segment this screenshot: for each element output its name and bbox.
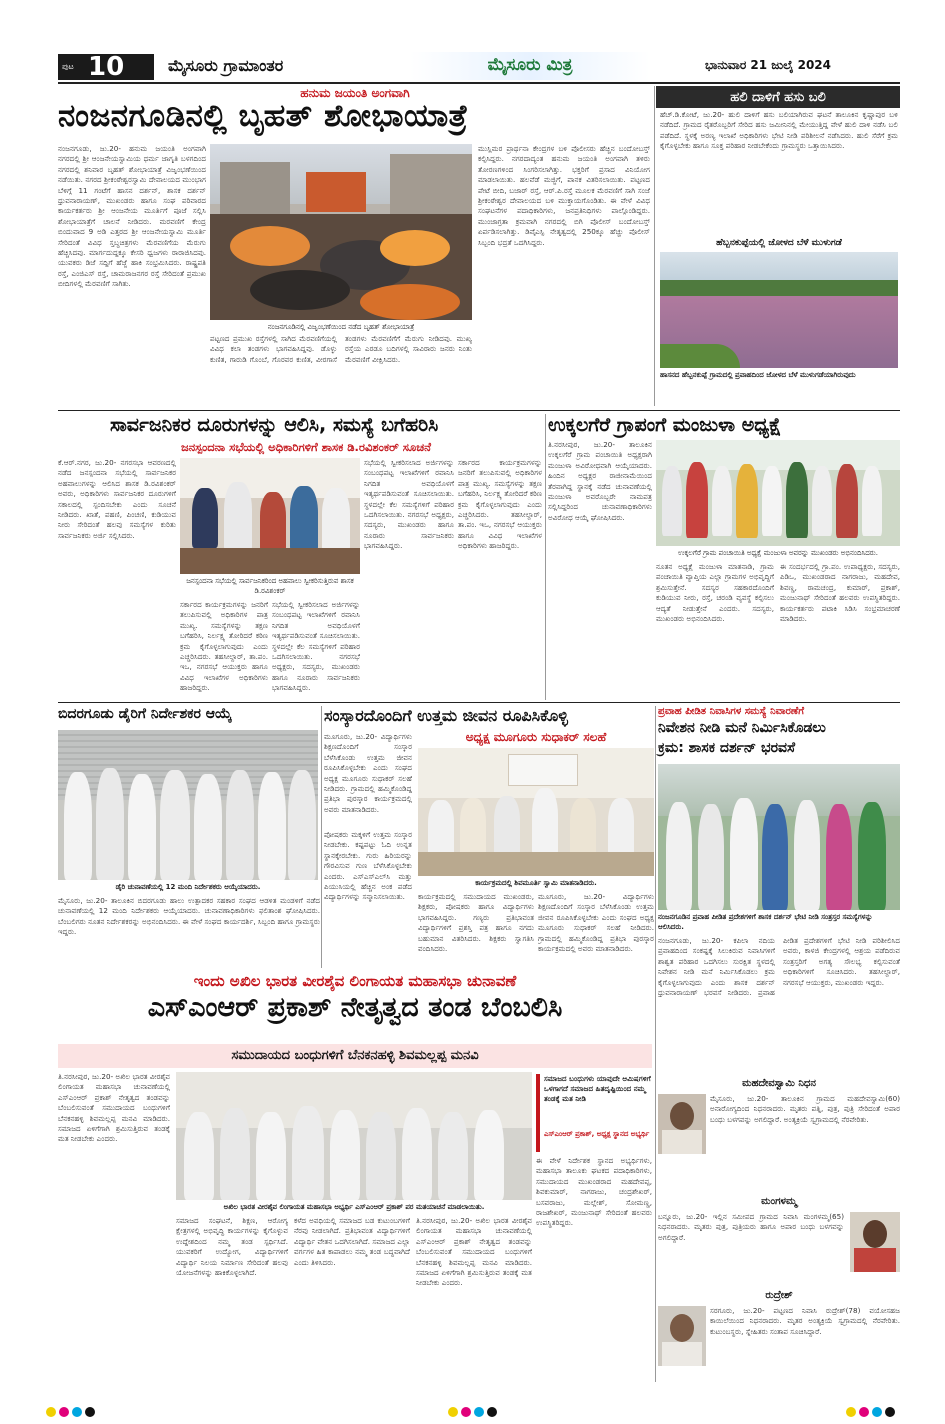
lake-photo — [660, 252, 898, 368]
lower-photo — [176, 1072, 532, 1200]
public-subhead: ಜನಸ್ಪಂದನಾ ಸಭೆಯಲ್ಲಿ ಅಧಿಕಾರಿಗಳಿಗೆ ಶಾಸಕ ಡಿ.ರವಿಶಂಕರ್ ಸೂಚನೆ — [181, 440, 431, 454]
divider-2 — [58, 702, 900, 703]
public-headline: ಸಾರ್ವಜನಿಕರ ದೂರುಗಳನ್ನು ಆಲಿಸಿ, ಸಮಸ್ಯೆ ಬಗೆಹರಿಸಿ — [110, 414, 439, 436]
bidaragudu-headline: ಬಿದರಗೂಡು ಡೈರಿಗೆ ನಿರ್ದೇಶಕರ ಆಯ್ಕೆ — [58, 706, 232, 722]
obituary-1-photo — [658, 1094, 706, 1154]
lower-col-4: ಈ ವೇಳೆ ನಿರ್ದೇಶಕ ಸ್ಥಾನದ ಅಭ್ಯರ್ಥಿಗಳು, ಮಹಾಸಭಾ ತಾಲೂಕು ಘಟಕದ ಪದಾಧಿಕಾರಿಗಳು, ಸಮುದಾಯದ ಮುಖಂಡರಾದ ಮಹದೇವಪ್ಪ, ಶಿವಕುಮಾರ್, ನಾಗರಾಜು, ಚಂದ್ರಶೇಖರ್, ಬಸವರಾಜು, ಮಲ್ಲೇಶ್, ಸೋಮಣ್ಣ, ರಾಜಶೇಖರ್, ಮಂಜುನಾಥ್ ಸೇರಿದಂತೆ ಹಲವರು ಉಪಸ್ಥಿತರಿದ್ದರು. — [536, 1156, 652, 1228]
public-col-3: ಸಭೆಯಲ್ಲಿ ಸ್ವೀಕರಿಸಲಾದ ಅರ್ಜಿಗಳನ್ನು ಸಂಬಂಧಪಟ್ಟ ಇಲಾಖೆಗಳಿಗೆ ರವಾನಿಸಿ ನಿಗದಿತ ಅವಧಿಯೊಳಗೆ ಇತ್ಯರ್ಥಪಡಿಸುವಂತೆ ಸೂಚಿಸಲಾಯಿತು. ಸ್ಥಳದಲ್ಲೇ ಕೆಲ ಸಮಸ್ಯೆಗಳಿಗೆ ಪರಿಹಾರ ಒದಗಿಸಲಾಯಿತು. ನಗರಸಭೆ ಅಧ್ಯಕ್ಷರು, ಸದಸ್ಯರು, ಮುಖಂಡರು ಹಾಗೂ ನೂರಾರು ಸಾರ್ವಜನಿಕರು ಭಾಗವಹಿಸಿದ್ದರು. — [272, 600, 360, 693]
ukkalagere-headline: ಉಕ್ಕಲಗೆರೆ ಗ್ರಾಪಂಗೆ ಮಂಜುಳಾ ಅಧ್ಯಕ್ಷೆ — [548, 414, 782, 436]
flood-headline-3: ಕ್ರಮ: ಶಾಸಕ ದರ್ಶನ್ ಭರವಸೆ — [658, 740, 796, 756]
obituary-1-title: ಮಹದೇವಸ್ವಾಮಿ ನಿಧನ — [742, 1078, 816, 1089]
bidaragudu-photo — [58, 730, 318, 880]
lead-kicker: ಹನುಮ ಜಯಂತಿ ಅಂಗವಾಗಿ — [300, 86, 410, 100]
bidaragudu-photo-caption: ಡೈರಿ ಚುನಾವಣೆಯಲ್ಲಿ 12 ಮಂದಿ ನಿರ್ದೇಶಕರು ಆಯ್ಕೆಯಾದರು. — [115, 883, 261, 891]
sanskar-col-4: ಮೂಗೂರು, ಜು.20- ವಿದ್ಯಾರ್ಥಿಗಳು ಶಿಕ್ಷಣದೊಂದಿಗೆ ಸಂಸ್ಕಾರ ಬೆಳೆಸಿಕೊಂಡು ಉತ್ತಮ ಜೀವನ ರೂಪಿಸಿಕೊಳ್ಳಬೇಕು ಎಂದು ಸಂಘದ ಅಧ್ಯಕ್ಷ ಮೂಗೂರು ಸುಧಾಕರ್ ಸಲಹೆ ನೀಡಿದರು. ಗ್ರಾಮದಲ್ಲಿ ಹಮ್ಮಿಕೊಂಡಿದ್ದ ಪ್ರತಿಭಾ ಪುರಸ್ಕಾರ ಕಾರ್ಯಕ್ರಮದಲ್ಲಿ ಅವರು ಮಾತನಾಡಿದರು. — [538, 892, 654, 954]
sanskar-col-3: ಕಾರ್ಯಕ್ರಮದಲ್ಲಿ ಸಮುದಾಯದ ಮುಖಂಡರು, ಶಿಕ್ಷಕರು, ಪೋಷಕರು ಹಾಗೂ ವಿದ್ಯಾರ್ಥಿಗಳು ಭಾಗವಹಿಸಿದ್ದರು. ಗಣ್ಯರು ಪ್ರತಿಭಾವಂತ ವಿದ್ಯಾರ್ಥಿಗಳಿಗೆ ಪ್ರಶಸ್ತಿ ಪತ್ರ ಹಾಗೂ ನಗದು ಬಹುಮಾನ ವಿತರಿಸಿದರು. ಶಿಕ್ಷಕರು ಸ್ವಾಗತಿಸಿ ವಂದಿಸಿದರು. — [418, 892, 534, 954]
page-number-box — [58, 54, 154, 80]
public-col-1: ಕೆ.ಆರ್.ನಗರ, ಜು.20- ನಗರಸಭಾ ಆವರಣದಲ್ಲಿ ನಡೆದ ಜನಸ್ಪಂದನಾ ಸಭೆಯಲ್ಲಿ ಸಾರ್ವಜನಿಕರ ಅಹವಾಲುಗಳನ್ನು ಆಲಿಸಿದ ಶಾಸಕ ಡಿ.ರವಿಶಂಕರ್ ಅವರು, ಅಧಿಕಾರಿಗಳು ಸಾರ್ವಜನಿಕರ ದೂರುಗಳಿಗೆ ಸಕಾಲದಲ್ಲಿ ಸ್ಪಂದಿಸಬೇಕು ಎಂದು ಸೂಚನೆ ನೀಡಿದರು. ಖಾತೆ, ಪಹಣಿ, ಪಿಂಚಣಿ, ಕುಡಿಯುವ ನೀರು ಸೇರಿದಂತೆ ಹಲವು ಸಮಸ್ಯೆಗಳ ಕುರಿತು ಸಾರ್ವಜನಿಕರು ಅರ್ಜಿ ಸಲ್ಲಿಸಿದರು. — [58, 458, 176, 540]
quote-attribution: ಎಸ್‌ಎಂಆರ್ ಪ್ರಕಾಶ್, ಅಧ್ಯಕ್ಷ ಸ್ಥಾನದ ಅಭ್ಯರ್ಥಿ — [544, 1130, 650, 1138]
obituary-3 — [658, 1290, 900, 1384]
sidebar-text: ಹೆಚ್.ಡಿ.ಕೋಟೆ, ಜು.20- ಹುಲಿ ದಾಳಿಗೆ ಹಸು ಬಲಿಯಾಗಿರುವ ಘಟನೆ ತಾಲೂಕಿನ ಕೃಷ್ಣಾಪುರ ಬಳಿ ನಡೆದಿದೆ. ಗ್ರಾಮದ ರೈತರೊಬ್ಬರಿಗೆ ಸೇರಿದ ಹಸು ಜಮೀನಿನಲ್ಲಿ ಮೇಯುತ್ತಿದ್ದ ವೇಳೆ ಹುಲಿ ದಾಳಿ ನಡೆಸಿ ಬಲಿ ಪಡೆದಿದೆ. ಸ್ಥಳಕ್ಕೆ ಅರಣ್ಯ ಇಲಾಖೆ ಅಧಿಕಾರಿಗಳು ಭೇಟಿ ನೀಡಿ ಪರಿಶೀಲನೆ ನಡೆಸಿದರು. ಹುಲಿ ಸೆರೆಗೆ ಕ್ರಮ ಕೈಗೊಳ್ಳಬೇಕು ಹಾಗೂ ಸೂಕ್ತ ಪರಿಹಾರ ನೀಡಬೇಕೆಂದು ಗ್ರಾಮಸ್ಥರು ಒತ್ತಾಯಿಸಿದರು. — [660, 110, 898, 151]
ukkalagere-col-1: ತಿ.ನರಸೀಪುರ, ಜು.20- ತಾಲೂಕಿನ ಉಕ್ಕಲಗೆರೆ ಗ್ರಾಮ ಪಂಚಾಯಿತಿ ಅಧ್ಯಕ್ಷರಾಗಿ ಮಂಜುಳಾ ಅವಿರೋಧವಾಗಿ ಆಯ್ಕೆಯಾದರು. ಹಿಂದಿನ ಅಧ್ಯಕ್ಷರ ರಾಜೀನಾಮೆಯಿಂದ ತೆರವಾಗಿದ್ದ ಸ್ಥಾನಕ್ಕೆ ನಡೆದ ಚುನಾವಣೆಯಲ್ಲಿ ಮಂಜುಳಾ ಅವರೊಬ್ಬರೇ ನಾಮಪತ್ರ ಸಲ್ಲಿಸಿದ್ದರಿಂದ ಚುನಾವಣಾಧಿಕಾರಿಗಳು ಅವಿರೋಧ ಆಯ್ಕೆ ಘೋಷಿಸಿದರು. — [548, 440, 652, 522]
flood-photo-caption: ನಂಜನಗೂಡಿನ ಪ್ರವಾಹ ಪೀಡಿತ ಪ್ರದೇಶಗಳಿಗೆ ಶಾಸಕ ದರ್ಶನ್ ಭೇಟಿ ನೀಡಿ ಸಂತ್ರಸ್ತರ ಸಮಸ್ಯೆಗಳನ್ನು ಆಲಿಸಿದರು. — [658, 913, 873, 931]
page-number: 10 — [88, 52, 125, 82]
public-photo-caption: ಜನಸ್ಪಂದನಾ ಸಭೆಯಲ್ಲಿ ಸಾರ್ವಜನಿಕರಿಂದ ಅಹವಾಲು ಸ್ವೀಕರಿಸುತ್ತಿರುವ ಶಾಸಕ ಡಿ.ರವಿಶಂಕರ್ — [186, 577, 354, 595]
lower-subhead-band — [58, 1044, 652, 1068]
lead-col-1: ನಂಜನಗೂಡು, ಜು.20- ಹನುಮ ಜಯಂತಿ ಅಂಗವಾಗಿ ನಗರದಲ್ಲಿ ಶ್ರೀ ಆಂಜನೇಯಸ್ವಾಮಿಯ ಧರ್ಮ ಜಾಗೃತಿ ಬಳಗದಿಂದ ನಗರದಲ್ಲಿ ಶನಿವಾರ ಬೃಹತ್ ಶೋಭಾಯಾತ್ರೆ ವಿಜೃಂಭಣೆಯಿಂದ ನಡೆಯಿತು. ನಗರದ ಶ್ರೀಕಂಠೇಶ್ವರಸ್ವಾಮಿ ದೇವಾಲಯದ ಮುಂಭಾಗ ಬೆಳಿಗ್ಗೆ 11 ಗಂಟೆಗೆ ಹಾಸನ ದರ್ಶನ್, ಶಾಸಕ ದರ್ಶನ್ ಧ್ರುವನಾರಾಯಣ್, ಮುಖಂಡರು ಹಾಗೂ ಸಂಘ ಪರಿವಾರದ ಕಾರ್ಯಕರ್ತರು ಶ್ರೀ ಆಂಜನೇಯ ಮೂರ್ತಿಗೆ ಪೂಜೆ ಸಲ್ಲಿಸಿ ಶೋಭಾಯಾತ್ರೆಗೆ ಚಾಲನೆ ನೀಡಿದರು. ಮರವಣಿಗೆ ಕೇಂದ್ರ ಬಿಂದುವಾದ 9 ಅಡಿ ಎತ್ತರದ ಶ್ರೀ ಆಂಜನೇಯಸ್ವಾಮಿ ಮೂರ್ತಿ ಸೇರಿದಂತೆ ವಿವಿಧ ಸ್ತಬ್ಧಚಿತ್ರಗಳು ಮೆರವಣಿಗೆಯ ಮೆರುಗು ಹೆಚ್ಚಿಸಿದವು. ಮಾರ್ಗದುದ್ದಕ್ಕೂ ಕೇಸರಿ ಧ್ವಜಗಳು ರಾರಾಜಿಸಿದವು. ಯುವಕರು ಡಿಜೆ ಸದ್ದಿಗೆ ಹೆಜ್ಜೆ ಹಾಕಿ ಸಂಭ್ರಮಿಸಿದರು. ರಾಷ್ಟ್ರಪತಿ ರಸ್ತೆ, ಎಂಜಿಎಸ್ ರಸ್ತೆ, ಚಾಮರಾಜನಗರ ರಸ್ತೆ ಸೇರಿದಂತೆ ಪ್ರಮುಖ ಬೀದಿಗಳಲ್ಲಿ ಮೆರವಣಿಗೆ ಸಾಗಿತು. — [58, 144, 206, 289]
ukkalagere-photo — [656, 440, 900, 546]
vertical-rule-1 — [654, 86, 655, 406]
sanskar-photo-caption: ಕಾರ್ಯಕ್ರಮದಲ್ಲಿ ಶಿವಮೂರ್ತಿ ಸ್ವಾಮಿ ಮಾತನಾಡಿದರು. — [475, 879, 597, 887]
lake-photo-caption: ಹಾಸನದ ಹೆಬ್ಬನಕುಪ್ಪೆ ಗ್ರಾಮದಲ್ಲಿ ಪ್ರವಾಹದಿಂದ ಜೋಳದ ಬೆಳೆ ಮುಳುಗಡೆಯಾಗಿರುವುದು — [660, 371, 856, 379]
sidebar-subhead: ಹೆಬ್ಬನಕುಪ್ಪೆಯಲ್ಲಿ ಜೋಳದ ಬೆಳೆ ಮುಳುಗಡೆ — [716, 238, 842, 248]
lower-kicker: ಇಂದು ಅಖಿಲ ಭಾರತ ವೀರಶೈವ ಲಿಂಗಾಯತ ಮಹಾಸಭಾ ಚುನಾವಣೆ — [193, 972, 517, 990]
registration-marks-center — [448, 1402, 500, 1421]
masthead — [40, 52, 900, 82]
lead-photo — [210, 144, 472, 320]
section-title: ಮೈಸೂರು ಗ್ರಾಮಾಂತರ — [168, 56, 284, 75]
flood-photo — [658, 764, 900, 910]
flood-headline-2: ನಿವೇಶನ ನೀಡಿ ಮನೆ ನಿರ್ಮಿಸಿಕೊಡಲು — [658, 720, 826, 736]
page-label: ಪುಟ — [62, 62, 74, 71]
lead-photo-caption: ನಂಜನಗೂಡಿನಲ್ಲಿ ವಿಜೃಂಭಣೆಯಿಂದ ನಡೆದ ಬೃಹತ್ ಶೋಭಾಯಾತ್ರೆ — [267, 323, 415, 331]
sanskar-photo — [418, 748, 654, 876]
obituary-1 — [658, 1078, 900, 1188]
sanskar-col-2: ಪೋಷಕರು ಮಕ್ಕಳಿಗೆ ಉತ್ತಮ ಸಂಸ್ಕಾರ ನೀಡಬೇಕು. ಕಷ್ಟಪಟ್ಟು ಓದಿ ಉನ್ನತ ಸ್ಥಾನಕ್ಕೇರಬೇಕು. ಗುರು ಹಿರಿಯರನ್ನು ಗೌರವಿಸುವ ಗುಣ ಬೆಳೆಸಿಕೊಳ್ಳಬೇಕು ಎಂದರು. ಎಸ್ಎಸ್ಎಲ್‌ಸಿ ಮತ್ತು ಪಿಯುಸಿಯಲ್ಲಿ ಹೆಚ್ಚಿನ ಅಂಕ ಪಡೆದ ವಿದ್ಯಾರ್ಥಿಗಳನ್ನು ಸನ್ಮಾನಿಸಲಾಯಿತು. — [324, 830, 412, 902]
lead-headline: ನಂಜನಗೂಡಿನಲ್ಲಿ ಬೃಹತ್ ಶೋಭಾಯಾತ್ರೆ — [58, 98, 469, 134]
lower-subhead: ಸಮುದಾಯದ ಬಂಧುಗಳಿಗೆ ಬೆನಕನಹಳ್ಳಿ ಶಿವಮಲ್ಲಪ್ಪ ಮನವಿ — [231, 1048, 479, 1063]
lower-col-3b: ತಿ.ನರಸೀಪುರ, ಜು.20- ಅಖಿಲ ಭಾರತ ವೀರಶೈವ ಲಿಂಗಾಯತ ಮಹಾಸಭಾ ಚುನಾವಣೆಯಲ್ಲಿ ಎಸ್‌ಎಂಆರ್ ಪ್ರಕಾಶ್ ನೇತೃತ್ವದ ತಂಡವನ್ನು ಬೆಂಬಲಿಸುವಂತೆ ಸಮುದಾಯದ ಬಂಧುಗಳಿಗೆ ಬೆನಕನಹಳ್ಳಿ ಶಿವಮಲ್ಲಪ್ಪ ಮನವಿ ಮಾಡಿದರು. ಸಮಾಜದ ಏಳಿಗೆಗಾಗಿ ಶ್ರಮಿಸುತ್ತಿರುವ ತಂಡಕ್ಕೆ ಮತ ನೀಡಬೇಕು ಎಂದರು. — [416, 1216, 532, 1288]
masthead-rule — [58, 82, 900, 84]
paper-name: ಮೈಸೂರು ಮಿತ್ರ — [410, 52, 650, 80]
bidaragudu-text: ಮೈಸೂರು, ಜು.20- ತಾಲೂಕಿನ ಬಿದರಗೂಡು ಹಾಲು ಉತ್ಪಾದಕರ ಸಹಕಾರ ಸಂಘದ ಆಡಳಿತ ಮಂಡಳಿಗೆ ನಡೆದ ಚುನಾವಣೆಯಲ್ಲಿ 12 ಮಂದಿ ನಿರ್ದೇಶಕರು ಆಯ್ಕೆಯಾದರು. ಚುನಾವಣಾಧಿಕಾರಿಗಳು ಫಲಿತಾಂಶ ಘೋಷಿಸಿದರು. ಬೆಂಬಲಿಗರು ನೂತನ ನಿರ್ದೇಶಕರನ್ನು ಅಭಿನಂದಿಸಿದರು. ಈ ವೇಳೆ ಸಂಘದ ಕಾರ್ಯದರ್ಶಿ, ಸಿಬ್ಬಂದಿ ಹಾಗೂ ಗ್ರಾಮಸ್ಥರು ಇದ್ದರು. — [58, 896, 320, 937]
vertical-rule-3 — [321, 706, 322, 968]
vertical-rule-2 — [545, 414, 546, 700]
ukkalagere-col-2: ನೂತನ ಅಧ್ಯಕ್ಷೆ ಮಂಜುಳಾ ಮಾತನಾಡಿ, ಗ್ರಾಮ ಪಂಚಾಯಿತಿ ವ್ಯಾಪ್ತಿಯ ಎಲ್ಲಾ ಗ್ರಾಮಗಳ ಅಭಿವೃದ್ಧಿಗೆ ಶ್ರಮಿಸುತ್ತೇನೆ. ಸದಸ್ಯರ ಸಹಕಾರದೊಂದಿಗೆ ಕುಡಿಯುವ ನೀರು, ರಸ್ತೆ, ಚರಂಡಿ ವ್ಯವಸ್ಥೆ ಕಲ್ಪಿಸಲು ಆದ್ಯತೆ ನೀಡುತ್ತೇನೆ ಎಂದರು. ಸದಸ್ಯರು, ಮುಖಂಡರು ಅಭಿನಂದಿಸಿದರು. — [656, 562, 774, 624]
public-col-5: ಸರ್ಕಾರದ ಕಾರ್ಯಕ್ರಮಗಳನ್ನು ಜನರಿಗೆ ತಲುಪಿಸುವಲ್ಲಿ ಅಧಿಕಾರಿಗಳ ಪಾತ್ರ ಮುಖ್ಯ. ಸಮಸ್ಯೆಗಳನ್ನು ತಕ್ಷಣ ಬಗೆಹರಿಸಿ, ನಿರ್ಲಕ್ಷ್ಯ ತೋರಿದರೆ ಕಠಿಣ ಕ್ರಮ ಕೈಗೊಳ್ಳಲಾಗುವುದು ಎಂದು ಎಚ್ಚರಿಸಿದರು. ತಹಸೀಲ್ದಾರ್, ತಾ.ಪಂ. ಇಒ, ನಗರಸಭೆ ಆಯುಕ್ತರು ಹಾಗೂ ವಿವಿಧ ಇಲಾಖೆಗಳ ಅಧಿಕಾರಿಗಳು ಹಾಜರಿದ್ದರು. — [458, 458, 542, 551]
flood-headline-1: ಪ್ರವಾಹ ಪೀಡಿತ ನಿವಾಸಿಗಳ ಸಮಸ್ಯೆ ನಿವಾರಣೆಗೆ — [658, 706, 805, 717]
lower-headline: ಎಸ್‌ಎಂಆರ್ ಪ್ರಕಾಶ್ ನೇತೃತ್ವದ ತಂಡ ಬೆಂಬಲಿಸಿ — [147, 992, 563, 1023]
issue-date: ಭಾನುವಾರ 21 ಜುಲೈ 2024 — [705, 58, 831, 72]
registration-marks-right — [846, 1402, 898, 1421]
obituary-3-photo — [658, 1306, 706, 1366]
sanskar-col-1: ಮೂಗೂರು, ಜು.20- ವಿದ್ಯಾರ್ಥಿಗಳು ಶಿಕ್ಷಣದೊಂದಿಗೆ ಸಂಸ್ಕಾರ ಬೆಳೆಸಿಕೊಂಡು ಉತ್ತಮ ಜೀವನ ರೂಪಿಸಿಕೊಳ್ಳಬೇಕು ಎಂದು ಸಂಘದ ಅಧ್ಯಕ್ಷ ಮೂಗೂರು ಸುಧಾಕರ್ ಸಲಹೆ ನೀಡಿದರು. ಗ್ರಾಮದಲ್ಲಿ ಹಮ್ಮಿಕೊಂಡಿದ್ದ ಪ್ರತಿಭಾ ಪುರಸ್ಕಾರ ಕಾರ್ಯಕ್ರಮದಲ್ಲಿ ಅವರು ಮಾತನಾಡಿದರು. — [324, 732, 412, 814]
public-col-2: ಸರ್ಕಾರದ ಕಾರ್ಯಕ್ರಮಗಳನ್ನು ಜನರಿಗೆ ತಲುಪಿಸುವಲ್ಲಿ ಅಧಿಕಾರಿಗಳ ಪಾತ್ರ ಮುಖ್ಯ. ಸಮಸ್ಯೆಗಳನ್ನು ತಕ್ಷಣ ಬಗೆಹರಿಸಿ, ನಿರ್ಲಕ್ಷ್ಯ ತೋರಿದರೆ ಕಠಿಣ ಕ್ರಮ ಕೈಗೊಳ್ಳಲಾಗುವುದು ಎಂದು ಎಚ್ಚರಿಸಿದರು. ತಹಸೀಲ್ದಾರ್, ತಾ.ಪಂ. ಇಒ, ನಗರಸಭೆ ಆಯುಕ್ತರು ಹಾಗೂ ವಿವಿಧ ಇಲಾಖೆಗಳ ಅಧಿಕಾರಿಗಳು ಹಾಜರಿದ್ದರು. — [180, 600, 268, 693]
quote-box — [536, 1074, 652, 1152]
lower-photo-caption: ಅಖಿಲ ಭಾರತ ವೀರಶೈವ ಲಿಂಗಾಯತ ಮಹಾಸಭಾ ಅಭ್ಯರ್ಥಿ ಎಸ್‌ಎಂಆರ್ ಪ್ರಕಾಶ್ ಪರ ಮತಯಾಚನೆ ಮಾಡಲಾಯಿತು. — [223, 1203, 485, 1211]
flood-text: ನಂಜನಗೂಡು, ಜು.20- ಕಪಿಲಾ ನದಿಯ ಪ್ರವಾಹದಿಂದ ಸಂಕಷ್ಟಕ್ಕೆ ಸಿಲುಕಿರುವ ನಿವಾಸಿಗಳಿಗೆ ಶಾಶ್ವತ ಪರಿಹಾರ ಒದಗಿಸಲು ಸುರಕ್ಷಿತ ಸ್ಥಳದಲ್ಲಿ ನಿವೇಶನ ನೀಡಿ ಮನೆ ನಿರ್ಮಿಸಿಕೊಡಲು ಕ್ರಮ ಕೈಗೊಳ್ಳಲಾಗುವುದು ಎಂದು ಶಾಸಕ ದರ್ಶನ್ ಧ್ರುವನಾರಾಯಣ್ ಭರವಸೆ ನೀಡಿದರು. ಪ್ರವಾಹ ಪೀಡಿತ ಪ್ರದೇಶಗಳಿಗೆ ಭೇಟಿ ನೀಡಿ ಪರಿಶೀಲಿಸಿದ ಅವರು, ಕಾಳಜಿ ಕೇಂದ್ರಗಳಲ್ಲಿ ಆಶ್ರಯ ಪಡೆದಿರುವ ಸಂತ್ರಸ್ತರಿಗೆ ಅಗತ್ಯ ಸೌಲಭ್ಯ ಕಲ್ಪಿಸುವಂತೆ ಅಧಿಕಾರಿಗಳಿಗೆ ಸೂಚಿಸಿದರು. ತಹಸೀಲ್ದಾರ್, ನಗರಸಭೆ ಆಯುಕ್ತರು, ಮುಖಂಡರು ಇದ್ದರು. — [658, 936, 900, 998]
obituary-2-photo — [850, 1212, 900, 1272]
sidebar-headline — [656, 86, 900, 108]
public-photo — [180, 458, 360, 574]
ukkalagere-col-3: ಈ ಸಂದರ್ಭದಲ್ಲಿ ಗ್ರಾ.ಪಂ. ಉಪಾಧ್ಯಕ್ಷರು, ಸದಸ್ಯರು, ಪಿಡಿಒ, ಮುಖಂಡರಾದ ನಾಗರಾಜು, ಮಹದೇವ, ಶಿವಣ್ಣ, ರಾಮಚಂದ್ರ, ಕುಮಾರ್, ಪ್ರಕಾಶ್, ಮಂಜುನಾಥ್ ಸೇರಿದಂತೆ ಹಲವರು ಉಪಸ್ಥಿತರಿದ್ದರು. ಕಾರ್ಯಕರ್ತರು ಪಟಾಕಿ ಸಿಡಿಸಿ ಸಂಭ್ರಮಾಚರಣೆ ಮಾಡಿದರು. — [780, 562, 900, 624]
sanskar-subhead: ಅಧ್ಯಕ್ಷ ಮೂಗೂರು ಸುಧಾಕರ್ ಸಲಹೆ — [465, 730, 607, 744]
obituary-3-text: ಸರಗೂರು, ಜು.20- ಪಟ್ಟಣದ ನಿವಾಸಿ ರುದ್ರೇಶ್(78) ವಯೋಸಹಜ ಕಾಯಿಲೆಯಿಂದ ನಿಧನರಾದರು. ಮೃತರ ಅಂತ್ಯಕ್ರಿಯೆ ಸ್ವಗ್ರಾಮದಲ್ಲಿ ನೆರವೇರಿತು. ಕುಟುಂಬಸ್ಥರು, ಸ್ನೇಹಿತರು ಸಂತಾಪ ಸೂಚಿಸಿದ್ದಾರೆ. — [710, 1306, 900, 1336]
lead-col-2: ಪಟ್ಟಣದ ಪ್ರಮುಖ ರಸ್ತೆಗಳಲ್ಲಿ ಸಾಗಿದ ಮೆರವಣಿಗೆಯಲ್ಲಿ ವಿವಿಧ ಕಲಾ ತಂಡಗಳು ಭಾಗವಹಿಸಿದ್ದವು. ಡೊಳ್ಳು ಕುಣಿತ, ಗಾರುಡಿ ಗೊಂಬೆ, ಗೊರವರ ಕುಣಿತ, ವೀರಗಾಸೆ ತಂಡಗಳು ಮೆರವಣಿಗೆಗೆ ಮೆರುಗು ನೀಡಿದವು. ಮುಖ್ಯ ರಸ್ತೆಯ ಎರಡೂ ಬದಿಗಳಲ್ಲಿ ಸಾವಿರಾರು ಜನರು ನಿಂತು ಮೆರವಣಿಗೆ ವೀಕ್ಷಿಸಿದರು. — [210, 334, 472, 364]
obituary-2-text: ಬನ್ನೂರು, ಜು.20- ಇಲ್ಲಿನ ಸಮೀಪದ ಗ್ರಾಮದ ನಿವಾಸಿ ಮಂಗಳಮ್ಮ(65) ನಿಧನರಾದರು. ಮೃತರು ಪುತ್ರ, ಪುತ್ರಿಯರು ಹಾಗೂ ಅಪಾರ ಬಂಧು ಬಳಗವನ್ನು ಅಗಲಿದ್ದಾರೆ. — [658, 1212, 844, 1242]
public-col-4: ಸಭೆಯಲ್ಲಿ ಸ್ವೀಕರಿಸಲಾದ ಅರ್ಜಿಗಳನ್ನು ಸಂಬಂಧಪಟ್ಟ ಇಲಾಖೆಗಳಿಗೆ ರವಾನಿಸಿ ನಿಗದಿತ ಅವಧಿಯೊಳಗೆ ಇತ್ಯರ್ಥಪಡಿಸುವಂತೆ ಸೂಚಿಸಲಾಯಿತು. ಸ್ಥಳದಲ್ಲೇ ಕೆಲ ಸಮಸ್ಯೆಗಳಿಗೆ ಪರಿಹಾರ ಒದಗಿಸಲಾಯಿತು. ನಗರಸಭೆ ಅಧ್ಯಕ್ಷರು, ಸದಸ್ಯರು, ಮುಖಂಡರು ಹಾಗೂ ನೂರಾರು ಸಾರ್ವಜನಿಕರು ಭಾಗವಹಿಸಿದ್ದರು. — [364, 458, 454, 551]
sidebar-headline-text: ಹಲಿ ದಾಳಿಗೆ ಹಸು ಬಲಿ — [730, 90, 826, 105]
lower-col-2: ಸಮಾಜದ ಸಂಘಟನೆ, ಶಿಕ್ಷಣ, ಆರೋಗ್ಯ ಕ್ಷೇತ್ರಗಳಲ್ಲಿ ಅಭಿವೃದ್ಧಿ ಕಾರ್ಯಗಳನ್ನು ಕೈಗೊಳ್ಳುವ ಉದ್ದೇಶದಿಂದ ನಮ್ಮ ತಂಡ ಸ್ಪರ್ಧಿಸಿದೆ. ಯುವಕರಿಗೆ ಉದ್ಯೋಗ, ವಿದ್ಯಾರ್ಥಿಗಳಿಗೆ ವಿದ್ಯಾರ್ಥಿ ನಿಲಯ ನಿರ್ಮಾಣ ಸೇರಿದಂತೆ ಹಲವು ಯೋಜನೆಗಳನ್ನು ಹಾಕಿಕೊಳ್ಳಲಾಗಿದೆ. — [176, 1216, 288, 1278]
registration-marks-left — [46, 1402, 98, 1421]
obituary-3-title: ರುದ್ರೇಶ್ — [765, 1290, 793, 1301]
quote-text: ಸಮಾಜದ ಬಂಧುಗಳು ಯಾವುದೇ ಆಮಿಷಗಳಿಗೆ ಒಳಗಾಗದೆ ಸಮಾಜದ ಹಿತದೃಷ್ಟಿಯಿಂದ ನಮ್ಮ ತಂಡಕ್ಕೆ ಮತ ನೀಡಿ — [544, 1074, 651, 1103]
ukkalagere-photo-caption: ಉಕ್ಕಲಗೆರೆ ಗ್ರಾಮ ಪಂಚಾಯಿತಿ ಅಧ್ಯಕ್ಷೆ ಮಂಜುಳಾ ಅವರನ್ನು ಮುಖಂಡರು ಅಭಿನಂದಿಸಿದರು. — [678, 549, 878, 557]
lower-col-3: ಕಳೆದ ಅವಧಿಯಲ್ಲಿ ಸಮಾಜದ ಬಡ ಕುಟುಂಬಗಳಿಗೆ ನೆರವು ನೀಡಲಾಗಿದೆ. ಪ್ರತಿಭಾವಂತ ವಿದ್ಯಾರ್ಥಿಗಳಿಗೆ ವಿದ್ಯಾರ್ಥಿ ವೇತನ ಒದಗಿಸಲಾಗಿದೆ. ಸಮಾಜದ ಎಲ್ಲಾ ವರ್ಗಗಳ ಹಿತ ಕಾಪಾಡಲು ನಮ್ಮ ತಂಡ ಬದ್ಧವಾಗಿದೆ ಎಂದು ತಿಳಿಸಿದರು. — [294, 1216, 410, 1267]
lower-col-1: ತಿ.ನರಸೀಪುರ, ಜು.20- ಅಖಿಲ ಭಾರತ ವೀರಶೈವ ಲಿಂಗಾಯತ ಮಹಾಸಭಾ ಚುನಾವಣೆಯಲ್ಲಿ ಎಸ್‌ಎಂಆರ್ ಪ್ರಕಾಶ್ ನೇತೃತ್ವದ ತಂಡವನ್ನು ಬೆಂಬಲಿಸುವಂತೆ ಸಮುದಾಯದ ಬಂಧುಗಳಿಗೆ ಬೆನಕನಹಳ್ಳಿ ಶಿವಮಲ್ಲಪ್ಪ ಮನವಿ ಮಾಡಿದರು. ಸಮಾಜದ ಏಳಿಗೆಗಾಗಿ ಶ್ರಮಿಸುತ್ತಿರುವ ತಂಡಕ್ಕೆ ಮತ ನೀಡಬೇಕು ಎಂದರು. — [58, 1072, 170, 1144]
obituary-2 — [658, 1196, 900, 1282]
divider-1 — [58, 410, 900, 411]
lead-col-3: ಮುಸ್ಲಿಮರ ಪ್ರಾರ್ಥನಾ ಕೇಂದ್ರಗಳ ಬಳಿ ಪೊಲೀಸರು ಹೆಚ್ಚಿನ ಬಂದೋಬಸ್ತ್ ಕಲ್ಪಿಸಿದ್ದರು. ನಗರದಾದ್ಯಂತ ಹನುಮ ಜಯಂತಿ ಅಂಗವಾಗಿ ತಳಿರು ತೋರಣಗಳಿಂದ ಸಿಂಗರಿಸಲಾಗಿತ್ತು. ಭಕ್ತರಿಗೆ ಪ್ರಸಾದ ವಿನಿಯೋಗ ಮಾಡಲಾಯಿತು. ಹಲವೆಡೆ ಮಜ್ಜಿಗೆ, ಪಾನಕ ವಿತರಿಸಲಾಯಿತು. ಪಟ್ಟಣದ ಪೇಟೆ ಬೀದಿ, ಬಜಾರ್ ರಸ್ತೆ, ಆರ್.ಪಿ.ರಸ್ತೆ ಮೂಲಕ ಮೆರವಣಿಗೆ ಸಾಗಿ ಸಂಜೆ ಶ್ರೀಕಂಠೇಶ್ವರ ದೇವಾಲಯದ ಬಳಿ ಮುಕ್ತಾಯಗೊಂಡಿತು. ಈ ವೇಳೆ ವಿವಿಧ ಸಂಘಟನೆಗಳ ಪದಾಧಿಕಾರಿಗಳು, ಜನಪ್ರತಿನಿಧಿಗಳು ಪಾಲ್ಗೊಂಡಿದ್ದರು. ಮುಂಜಾಗ್ರತಾ ಕ್ರಮವಾಗಿ ನಗರದಲ್ಲಿ ಬಿಗಿ ಪೊಲೀಸ್ ಬಂದೋಬಸ್ತ್ ಏರ್ಪಡಿಸಲಾಗಿತ್ತು. ಡಿವೈಎಸ್ಪಿ ನೇತೃತ್ವದಲ್ಲಿ 250ಕ್ಕೂ ಹೆಚ್ಚು ಪೊಲೀಸ್ ಸಿಬ್ಬಂದಿ ಭದ್ರತೆ ಒದಗಿಸಿದ್ದರು. — [478, 144, 650, 247]
obituary-1-text: ಮೈಸೂರು, ಜು.20- ತಾಲೂಕಿನ ಗ್ರಾಮದ ಮಹದೇವಸ್ವಾಮಿ(60) ಅನಾರೋಗ್ಯದಿಂದ ನಿಧನರಾದರು. ಮೃತರು ಪತ್ನಿ, ಪುತ್ರ, ಪುತ್ರಿ ಸೇರಿದಂತೆ ಅಪಾರ ಬಂಧು ಬಳಗವನ್ನು ಅಗಲಿದ್ದಾರೆ. ಅಂತ್ಯಕ್ರಿಯೆ ಸ್ವಗ್ರಾಮದಲ್ಲಿ ನೆರವೇರಿತು. — [710, 1094, 900, 1124]
vertical-rule-4 — [655, 706, 656, 1382]
obituary-2-title: ಮಂಗಳಮ್ಮ — [761, 1196, 797, 1207]
sanskar-headline: ಸಂಸ್ಕಾರದೊಂದಿಗೆ ಉತ್ತಮ ಜೀವನ ರೂಪಿಸಿಕೊಳ್ಳಿ — [324, 706, 568, 725]
